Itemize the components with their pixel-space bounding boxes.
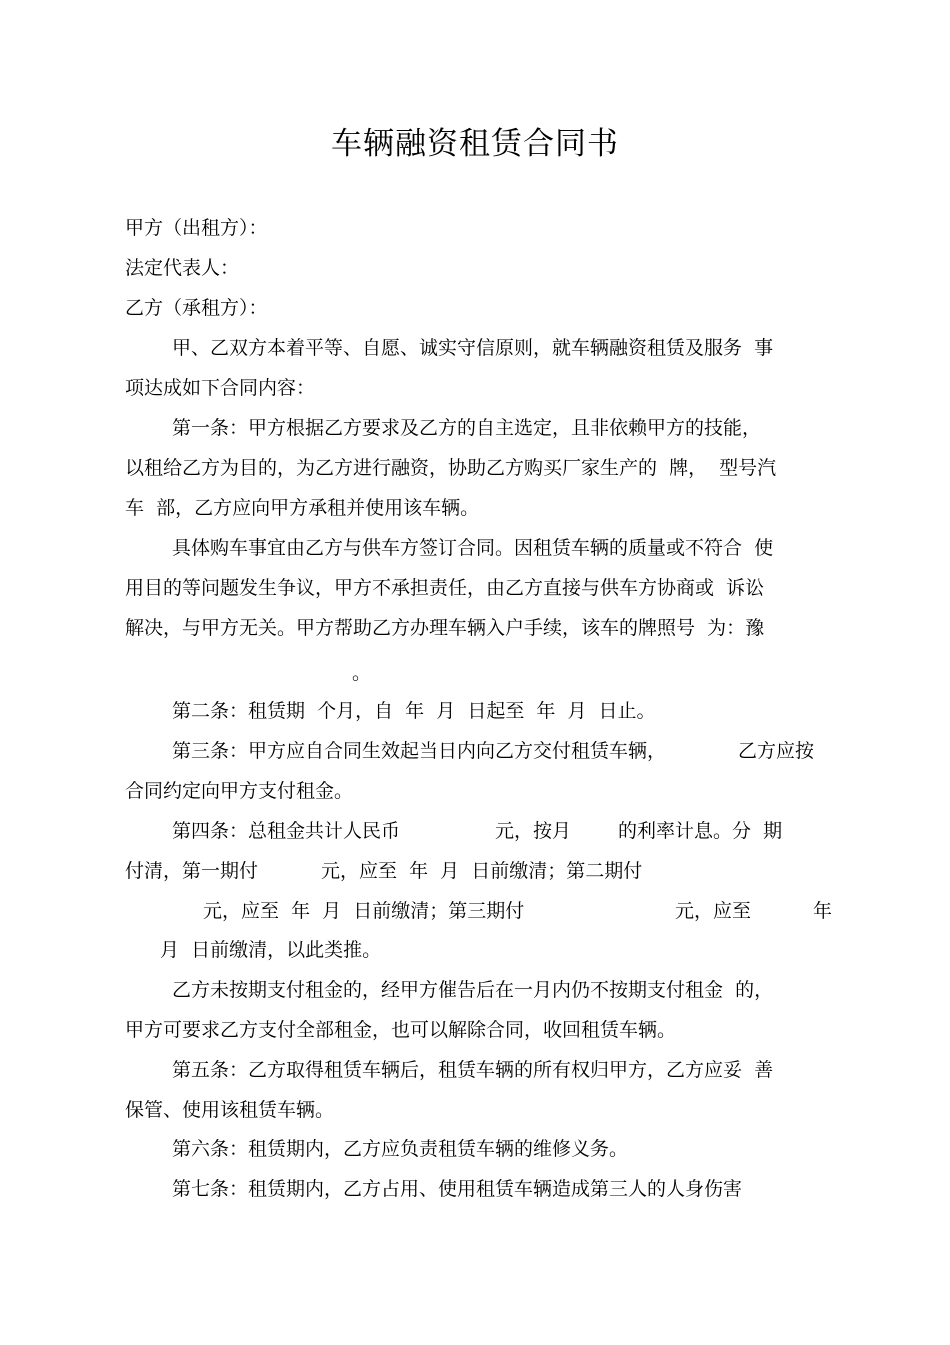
article4-line-3a: 元，应至 年 月 日前缴清；第三期付 <box>203 900 525 922</box>
overdue-line-2: 甲方可要求乙方支付全部租金，也可以解除合同，收回租赁车辆。 <box>125 1019 677 1041</box>
article4-line-1b: 元，按月 <box>495 820 572 842</box>
legal-rep-label: 法定代表人： <box>125 257 240 279</box>
article1-line-2: 以租给乙方为目的，为乙方进行融资，协助乙方购买厂家生产的 牌， 型号汽 <box>125 457 777 479</box>
article1-line-1: 第一条：甲方根据乙方要求及乙方的自主选定，且非依赖甲方的技能， <box>172 417 762 439</box>
article1-line-3: 车 部，乙方应向甲方承租并使用该车辆。 <box>125 497 480 519</box>
article4-line-3b: 元，应至 <box>675 900 752 922</box>
article7-line: 第七条：租赁期内，乙方占用、使用租赁车辆造成第三人的人身伤害 <box>172 1178 743 1200</box>
party-b-label: 乙方（承租方）： <box>125 297 268 319</box>
article4-line-1a: 第四条：总租金共计人民币 <box>172 820 401 842</box>
article3-line-1a: 第三条：甲方应自合同生效起当日内向乙方交付租赁车辆， <box>172 740 667 762</box>
article3-line-1b: 乙方应按 <box>738 740 815 762</box>
preamble-line-2: 项达成如下合同内容： <box>125 377 316 399</box>
purchase-line-2: 用目的等问题发生争议，甲方不承担责任，由乙方直接与供车方协商或 诉讼 <box>125 577 765 599</box>
article4-line-3c: 年 <box>813 900 833 922</box>
article3-line-2: 合同约定向甲方支付租金。 <box>125 780 354 802</box>
purchase-line-4: 。 <box>352 662 372 684</box>
document-title: 车辆融资租赁合同书 <box>331 126 619 162</box>
article4-line-2a: 付清，第一期付 <box>125 860 259 882</box>
article5-line-1: 第五条：乙方取得租赁车辆后，租赁车辆的所有权归甲方，乙方应妥 善 <box>172 1059 774 1081</box>
article4-line-4: 月 日前缴清，以此类推。 <box>160 939 382 961</box>
purchase-line-1: 具体购车事宜由乙方与供车方签订合同。因租赁车辆的质量或不符合 使 <box>172 537 774 559</box>
purchase-line-3: 解决，与甲方无关。甲方帮助乙方办理车辆入户手续，该车的牌照号 为：豫 <box>125 617 765 639</box>
article2-line: 第二条：租赁期 个月，自 年 月 日起至 年 月 日止。 <box>172 700 656 722</box>
article4-line-1c: 的利率计息。分 期 <box>618 820 783 842</box>
overdue-line-1: 乙方未按期支付租金的，经甲方催告后在一月内仍不按期支付租金 的， <box>172 979 774 1001</box>
article4-line-2b: 元，应至 年 月 日前缴清；第二期付 <box>321 860 643 882</box>
article5-line-2: 保管、使用该租赁车辆。 <box>125 1099 335 1121</box>
article6-line: 第六条：租赁期内，乙方应负责租赁车辆的维修义务。 <box>172 1138 629 1160</box>
preamble-line-1: 甲、乙双方本着平等、自愿、诚实守信原则，就车辆融资租赁及服务 事 <box>172 337 774 359</box>
party-a-label: 甲方（出租方）： <box>125 217 268 239</box>
